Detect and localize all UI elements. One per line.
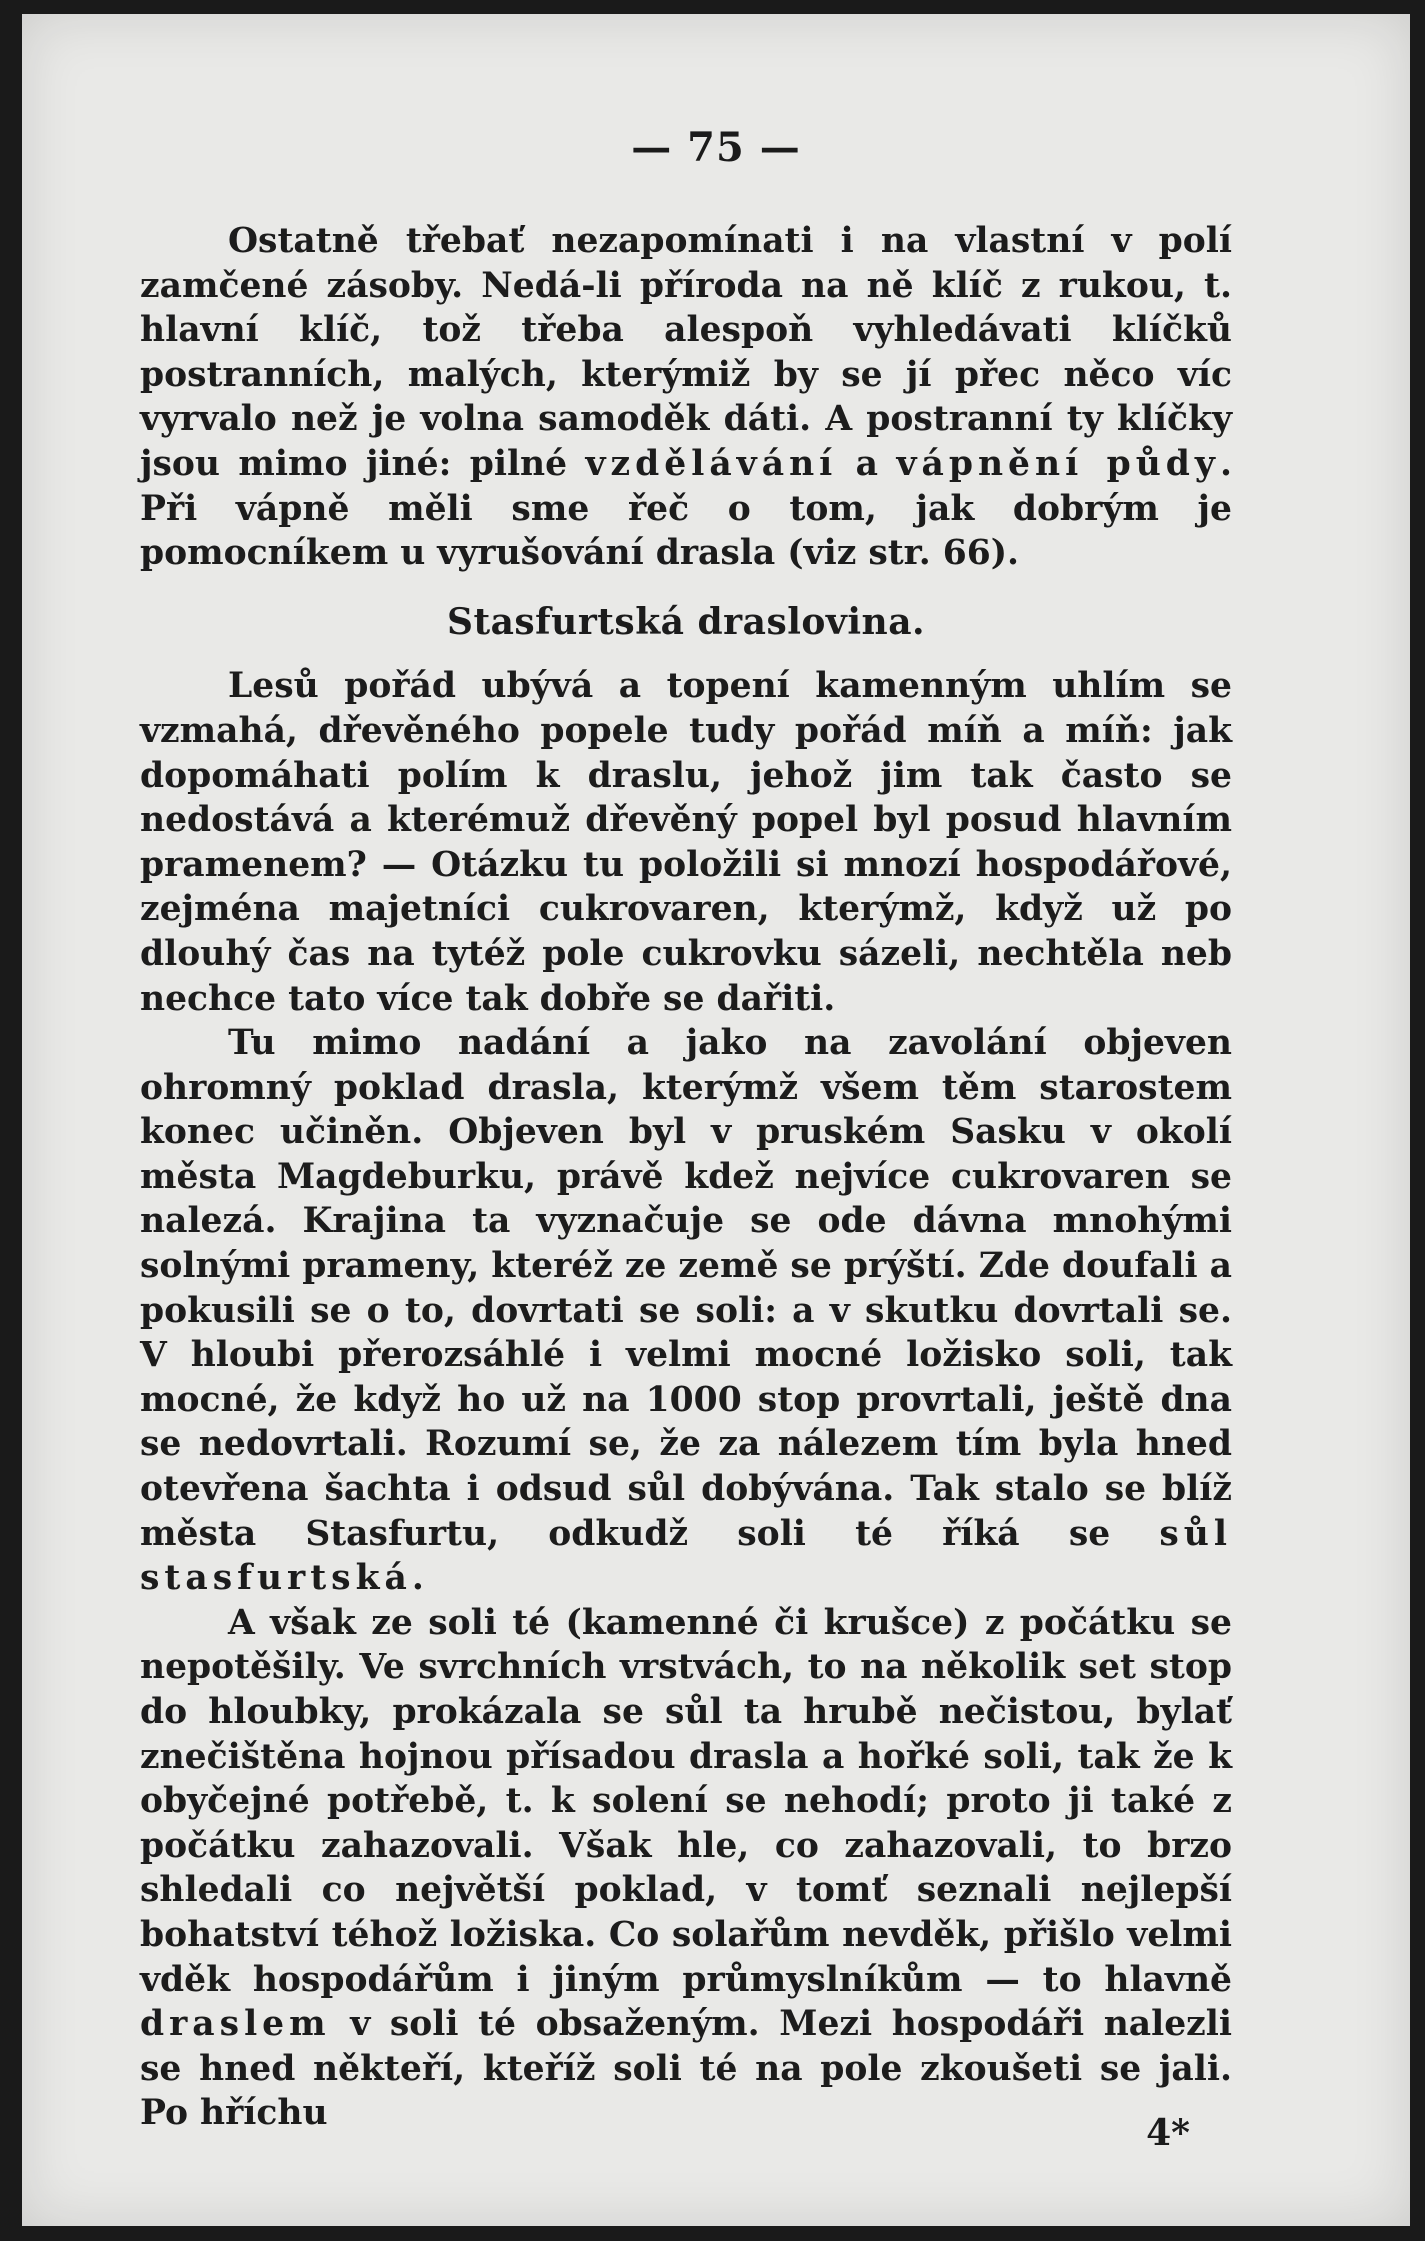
emphasis-spaced: sůl stasfurtská (140, 1513, 1232, 1599)
signature-mark: 4* (1146, 2112, 1190, 2154)
paragraph-3: Tu mimo nadání a jako na zavolání objeven ohromný poklad drasla, kterýmž všem těm starostem konec učiněn. Objeven byl v pruském Sasku v okolí města Magdeburku, právě kdež nejvíce cukrovaren se nalezá. Krajina ta vyznačuje se ode dávna mnohými solnými prameny, kteréž ze země se prýští. Zde doufali a pokusili se o to, dovrtati se soli: a v skutku dovrtali se. V hloubi přerozsáhlé i velmi mocné ložisko soli, tak mocné, že když ho už na 1000 stop provrtali, ještě dna se nedovrtali. Rozumí se, že za nálezem tím byla hned otevřena šachta i odsud sůl dobývána. Tak stalo se blíž města Stasfurtu, odkudž soli té říká se sůl stasfurtská. (140, 1023, 1232, 1599)
book-page (22, 14, 1410, 2226)
paragraph-4: A však ze soli té (kamenné či krušce) z počátku se nepotěšily. Ve svrchních vrstvách, to na několik set stop do hloubky, prokázala se sůl ta hrubě nečistou, bylať znečištěna hojnou přísadou drasla a hořké soli, tak že k obyčejné potřebě, t. k solení se nehodí; proto ji také z počátku zahazovali. Však hle, co zahazovali, to brzo shledali co největší poklad, v tomť seznali nejlepší bohatství téhož ložiska. Co solařům nevděk, přišlo velmi vděk hospodářům i jiným průmyslníkům — to hlavně draslem v soli té obsaženým. Mezi hospodáři nalezli se hned někteří, kteříž soli té na pole zkoušeti se jali. Po hříchu (140, 1602, 1232, 2134)
emphasis-spaced: vzdělávání (585, 443, 838, 484)
page-number: — 75 — (631, 124, 801, 171)
emphasis-spaced: vápnění půdy (896, 443, 1220, 484)
body-text (140, 219, 1232, 2136)
section-heading: Stasfurtská draslovina. (446, 600, 926, 643)
paragraph-2: Lesů pořád ubývá a topení kamenným uhlím se vzmahá, dřevěného popele tudy pořád míň a míň: jak dopomáhati polím k draslu, jehož jim tak často se nedostává a kterémuž dřevěný popel byl posud hlavním pramenem? — Otázku tu položili si mnozí hospodářové, zejména majetníci cukrovaren, kterýmž, když už po dlouhý čas na tytéž pole cukrovku sázeli, nechtěla neb nechce tato více tak dobře se dařiti. (140, 666, 1232, 1019)
paragraph-1: Ostatně třebať nezapomínati i na vlastní v polí zamčené zásoby. Nedá-li příroda na ně klíč z rukou, t. hlavní klíč, tož třeba alespoň vyhledávati klíčků postranních, malých, kterýmiž by se jí přec něco víc vyrvalo než je volna samoděk dáti. A postranní ty klíčky jsou mimo jiné: pilné vzdělávání a vápnění půdy. Při vápně měli sme řeč o tom, jak dobrým je pomocníkem u vyrušování drasla (viz str. 66). (140, 221, 1232, 574)
emphasis-spaced: draslem (140, 2004, 331, 2045)
